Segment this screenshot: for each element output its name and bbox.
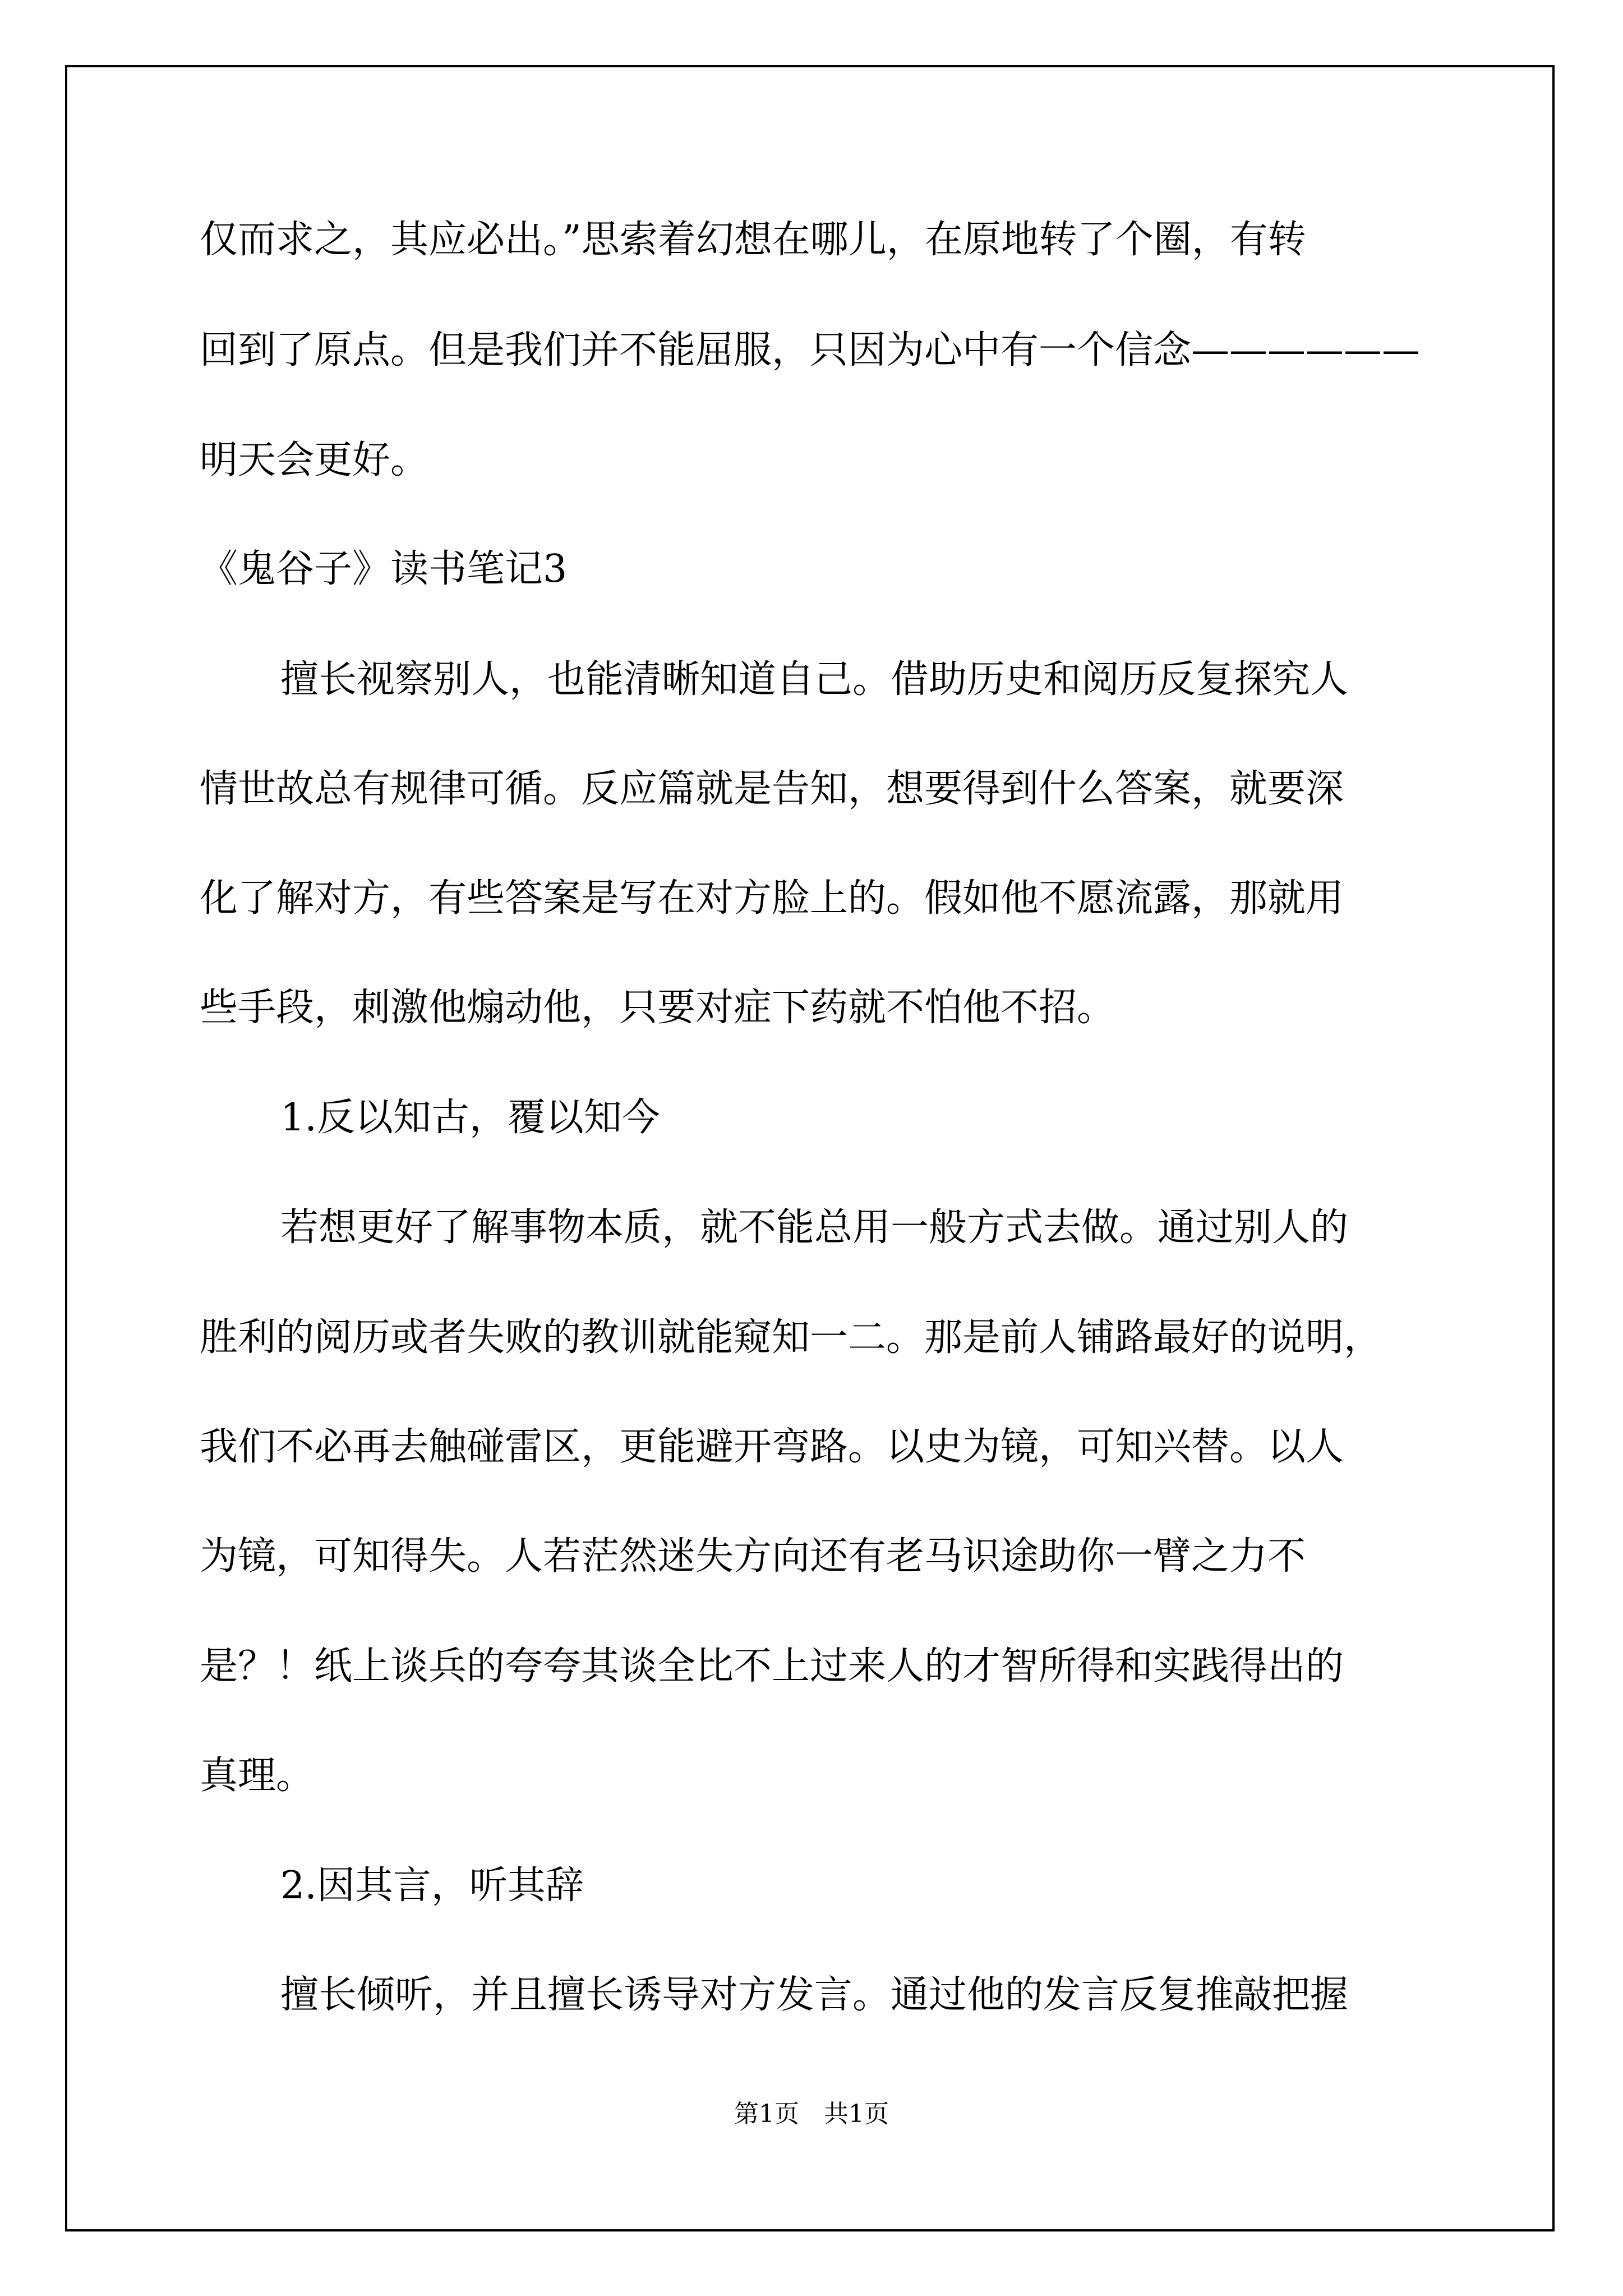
- text-line: 胜利的阅历或者失败的教训就能窥知一二。那是前人铺路最好的说明，: [200, 1315, 1382, 1360]
- subheading-2: 2.因其言，听其辞: [280, 1864, 584, 1908]
- text-line: 化了解对方，有些答案是写在对方脸上的。假如他不愿流露，那就用: [200, 876, 1344, 921]
- section-heading: 《鬼谷子》读书笔记3: [200, 547, 568, 591]
- text-line: 回到了原点。但是我们并不能屈服，只因为心中有一个信念——————: [200, 328, 1421, 372]
- text-line: 我们不必再去触碰雷区，更能避开弯路。以史为镜，可知兴替。以人: [200, 1425, 1344, 1469]
- subheading-1: 1.反以知古，覆以知今: [280, 1096, 660, 1140]
- text-line: 些手段，刺激他煽动他，只要对症下药就不怕他不招。: [200, 986, 1115, 1030]
- text-line: 情世故总有规律可循。反应篇就是告知，想要得到什么答案，就要深: [200, 767, 1344, 811]
- paragraph-first-line: 擅长倾听，并且擅长诱导对方发言。通过他的发言反复推敲把握: [280, 1973, 1349, 2017]
- text-line: 明天会更好。: [200, 438, 429, 482]
- text-line: 为镜，可知得失。人若茫然迷失方向还有老马识途助你一臂之力不: [200, 1534, 1306, 1579]
- text-line: 真理。: [200, 1754, 315, 1798]
- text-line: 仅而求之，其应必出。”思索着幻想在哪儿，在原地转了个圈，有转: [200, 218, 1306, 262]
- page-footer: 第1页 共1页: [734, 2100, 889, 2128]
- paragraph-first-line: 若想更好了解事物本质，就不能总用一般方式去做。通过别人的: [280, 1205, 1349, 1250]
- paragraph-first-line: 擅长视察别人，也能清晰知道自己。借助历史和阅历反复探究人: [280, 657, 1349, 702]
- text-line: 是？！纸上谈兵的夸夸其谈全比不上过来人的才智所得和实践得出的: [200, 1644, 1344, 1688]
